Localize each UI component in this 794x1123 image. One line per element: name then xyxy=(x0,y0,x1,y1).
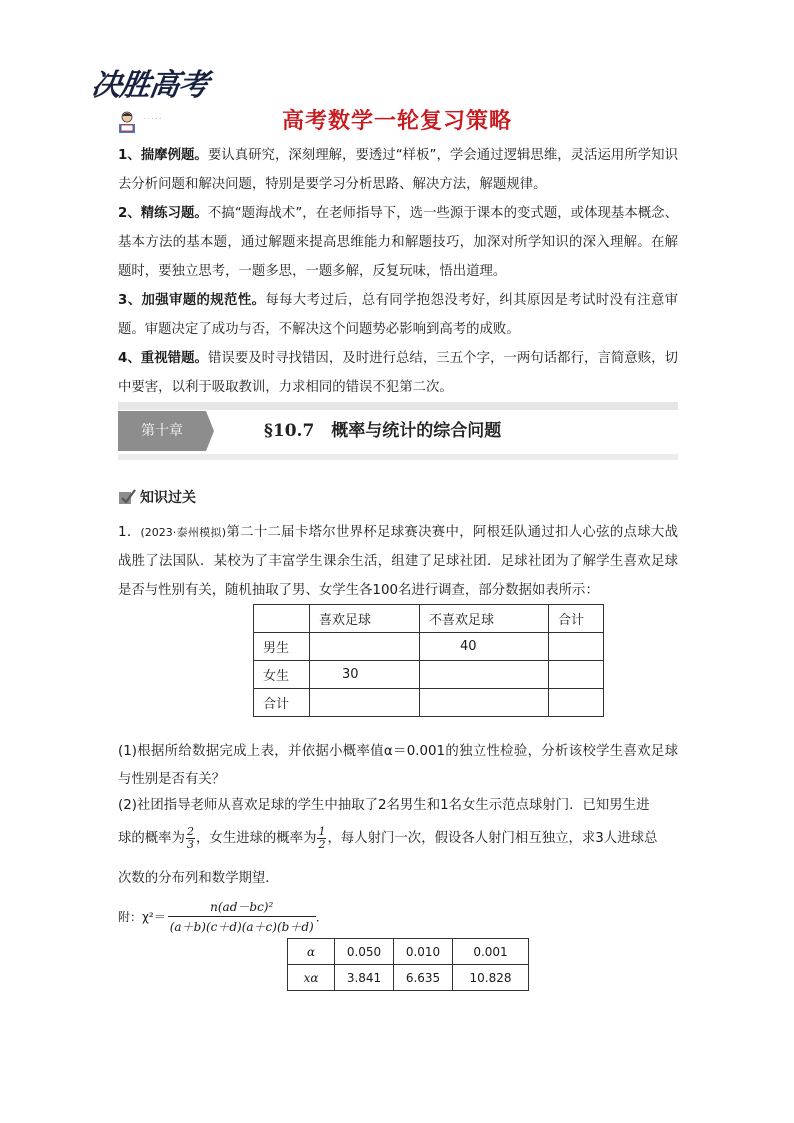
banner-divider-bottom xyxy=(118,454,678,460)
table-cell xyxy=(549,633,604,661)
chapter-arrow xyxy=(206,411,214,451)
strategy-list xyxy=(118,141,678,402)
table-cell: 6.635 xyxy=(394,965,453,991)
strategy-item-body: 每每大考过后，总有同学抱怨没考好，纠其原因是考试时没有注意审题。审题决定了成功与否，不解决这个问题势必影响到高考的成败。 xyxy=(118,293,679,337)
table-cell: 0.010 xyxy=(394,939,453,965)
question-1-text: (1)根据所给数据完成上表，并依据小概率值α＝0.001的独立性检验，分析该校学生喜欢足球与性别是否有关？ xyxy=(118,744,678,787)
appendix-formula: 附：χ²＝ $\frac{\text{n(ad－bc)²}}{(a+b)(c+d)(a+c)(b+d)}$ ． xyxy=(118,900,328,934)
checkbox-icon xyxy=(118,489,136,505)
table-cell: 0.001 xyxy=(453,939,529,965)
strategy-item-head: 2、精练习题。 xyxy=(118,206,208,221)
table-cell: 3.841 xyxy=(335,965,394,991)
problem-number: 1． xyxy=(118,525,141,540)
formula-numerator: n(ad－bc)² xyxy=(168,898,316,917)
problem-statement xyxy=(118,518,678,605)
chapter-banner xyxy=(118,402,678,460)
question-2-line2: 球的概率为 $\frac{2}{3}$ ，女生进球的概率为 $\frac{1}{2}$ ，每人射门一次，假设各人射门相互独立，求3人进球总 xyxy=(118,824,658,851)
strategy-item-head: 1、揣摩例题。 xyxy=(118,148,208,163)
strategy-item-body: 不搞“题海战术”，在老师指导下，选一些源于课本的变式题，或体现基本概念、基本方法的基本题，通过解题来提高思维能力和解题技巧，加深对所学知识的深入理解。在解题时，要独立思考，一题多思，一题多解，反复玩味，悟出道理。 xyxy=(118,206,678,279)
table-cell: 40 xyxy=(420,633,549,661)
table-cell: 30 xyxy=(310,661,420,689)
question-2-line1: (2)社团指导老师从喜欢足球的学生中抽取了2名男生和1名女生示范点球射门．已知男生进 xyxy=(118,798,650,813)
fraction-one-half: $\frac{1}{2}$ xyxy=(318,824,326,851)
chi-square-formula xyxy=(168,898,316,935)
strategy-item-body: 错误要及时寻找错因，及时进行总结，三五个字，一两句话都行，言简意赅，切中要害，以利于吸取教训，力求相同的错误不犯第二次。 xyxy=(118,351,678,395)
question-2-line3: 次数的分布列和数学期望． xyxy=(118,871,279,886)
table-cell xyxy=(420,661,549,689)
table-row xyxy=(288,965,529,991)
table-cell: α xyxy=(288,939,335,965)
table-row xyxy=(254,689,604,717)
knowledge-heading xyxy=(118,487,196,507)
problem-text: 第二十二届卡塔尔世界杯足球赛决赛中，阿根廷队通过扣人心弦的点球大战战胜了法国队．某校为了丰富学生课余生活，组建了足球社团．足球社团为了解学生喜欢足球是否与性别有关，随机抽取了男、女学生各100名进行调查，部分数据如表所示： xyxy=(118,525,678,598)
banner-divider-top xyxy=(118,402,678,410)
logo-ornament: · · · · · xyxy=(144,116,162,123)
table-cell: xα xyxy=(288,965,335,991)
table-row-label: 女生 xyxy=(254,661,310,689)
table-cell xyxy=(549,689,604,717)
problem-source: (2023·泰州模拟) xyxy=(140,526,227,539)
question-1 xyxy=(118,738,678,794)
logo-text: 决胜高考 xyxy=(89,68,210,103)
table-row xyxy=(254,661,604,689)
table-row xyxy=(288,939,529,965)
table-cell xyxy=(310,689,420,717)
strategy-item xyxy=(118,199,678,286)
critical-value-table xyxy=(287,938,529,991)
page-title: 高考数学一轮复习策略 xyxy=(281,109,512,134)
knowledge-heading-label: 知识过关 xyxy=(140,490,196,506)
table-row xyxy=(254,633,604,661)
table-row-label: 男生 xyxy=(254,633,310,661)
appendix-label: 附：χ²＝ xyxy=(118,910,166,924)
formula-denominator: (a＋b)(c＋d)(a＋c)(b＋d) xyxy=(169,920,314,934)
chapter-label: 第十章 xyxy=(118,411,206,451)
table-cell xyxy=(310,633,420,661)
table-cell: 10.828 xyxy=(453,965,529,991)
strategy-item-head: 4、重视错题。 xyxy=(118,351,208,366)
strategy-item xyxy=(118,286,678,344)
strategy-item-body: 要认真研究，深刻理解，要透过“样板”，学会通过逻辑思维，灵活运用所学知识去分析问题和解决问题，特别是要学习分析思路、解决方法，解题规律。 xyxy=(118,148,678,192)
table-cell: 0.050 xyxy=(335,939,394,965)
table-header: 不喜欢足球 xyxy=(420,605,549,633)
strategy-item xyxy=(118,344,678,402)
question-2 xyxy=(118,792,678,886)
table-header-row xyxy=(254,605,604,633)
table-cell xyxy=(420,689,549,717)
fraction-two-thirds: $\frac{2}{3}$ xyxy=(186,824,194,851)
table-cell xyxy=(549,661,604,689)
strategy-item xyxy=(118,141,678,199)
table-cell xyxy=(254,605,310,633)
section-title: §10.7 概率与统计的综合问题 xyxy=(264,421,502,441)
table-header: 喜欢足球 xyxy=(310,605,420,633)
table-header: 合计 xyxy=(549,605,604,633)
table-row-label: 合计 xyxy=(254,689,310,717)
contingency-table xyxy=(253,604,604,717)
strategy-item-head: 3、加强审题的规范性。 xyxy=(118,293,266,308)
